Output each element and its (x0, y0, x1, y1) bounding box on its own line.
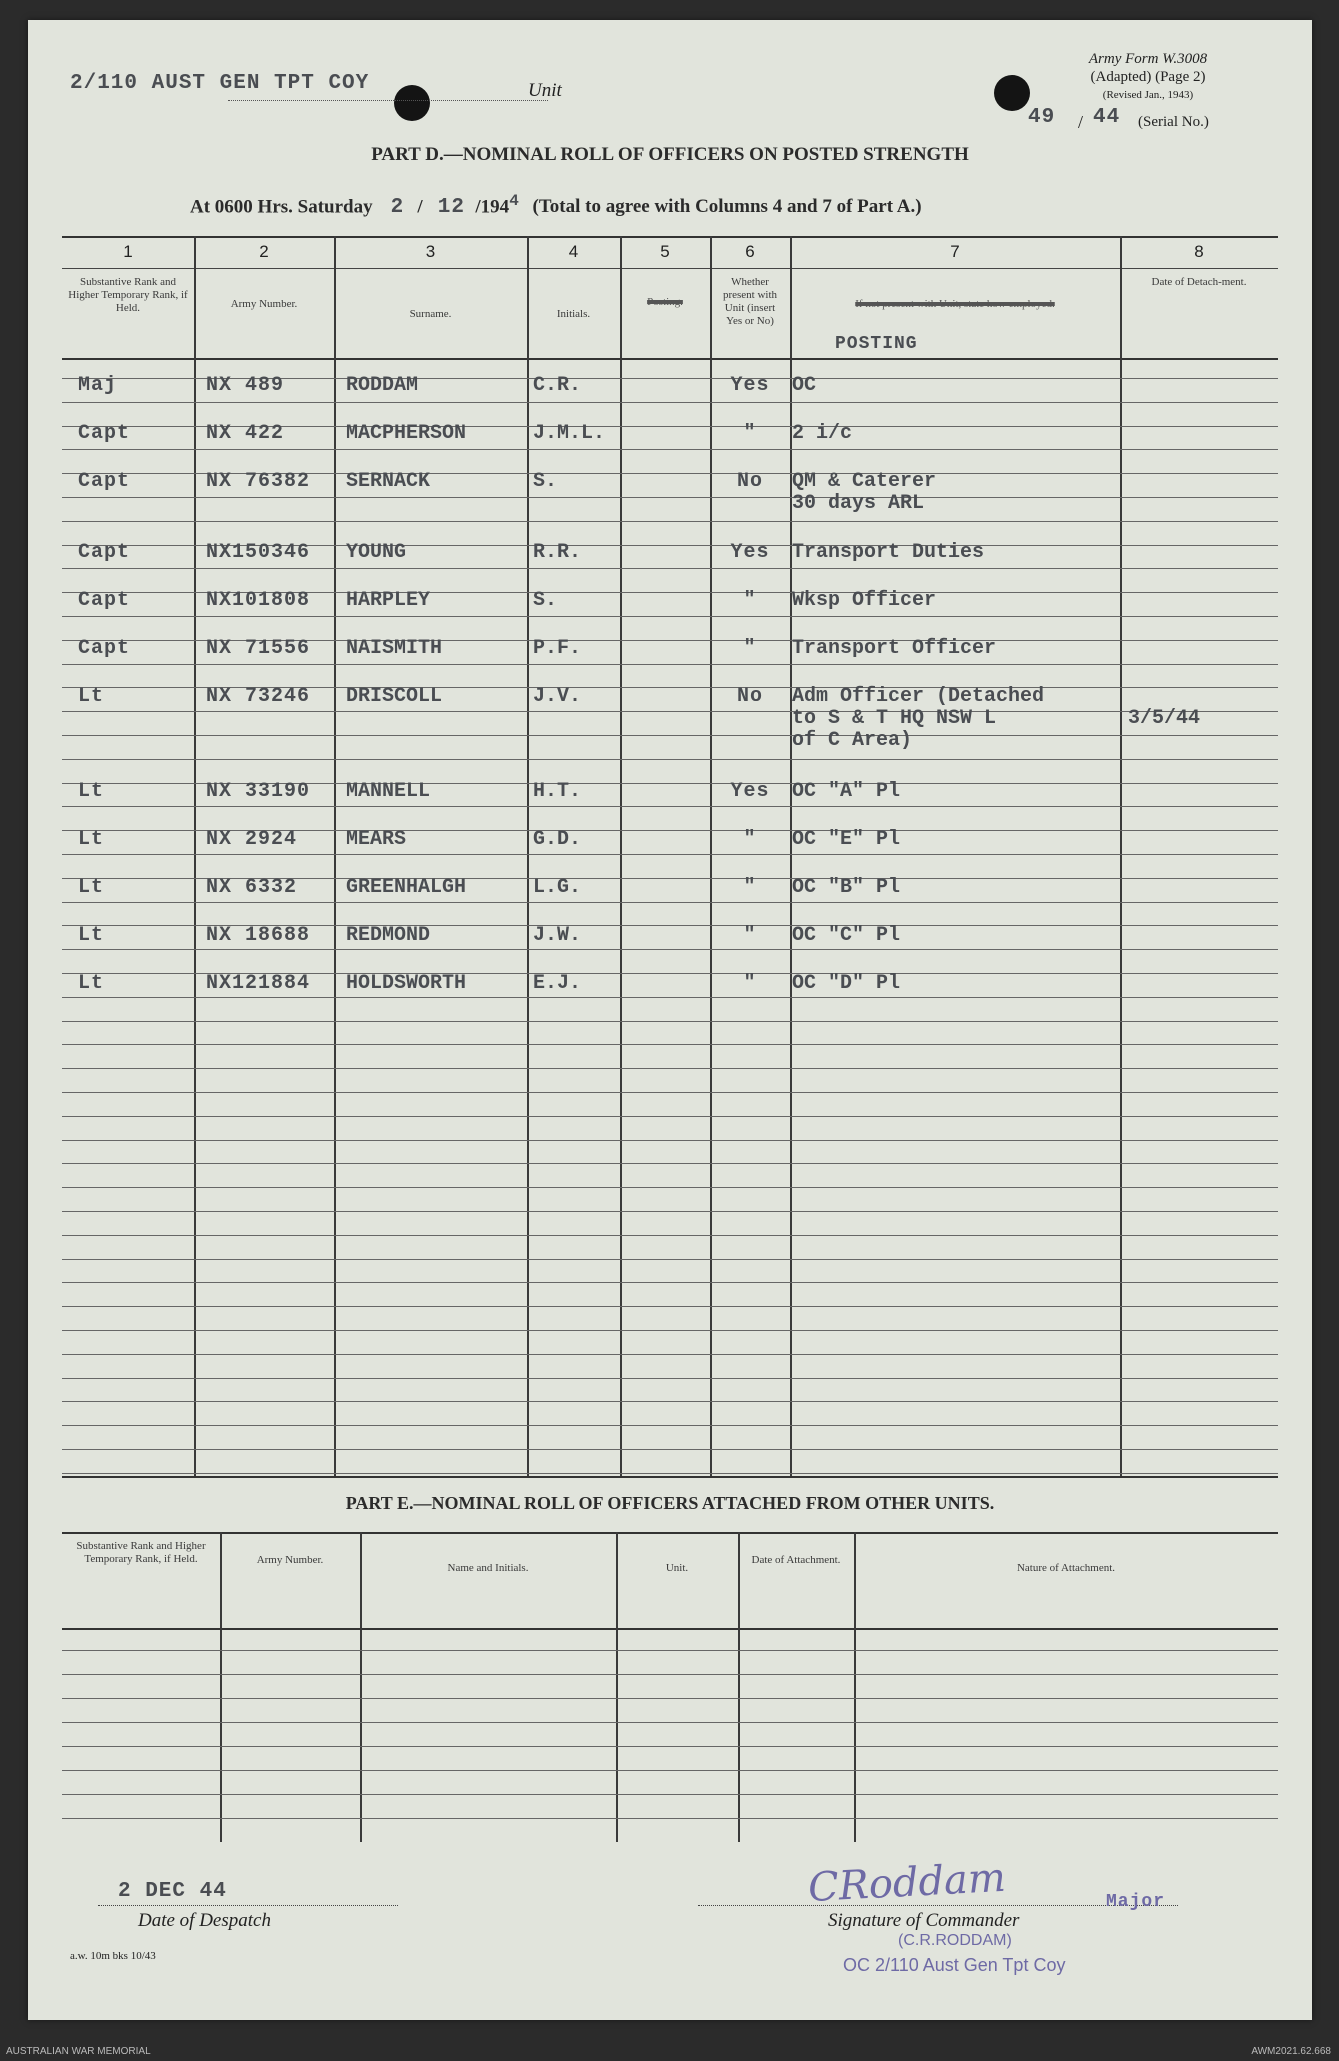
present-cell: Yes (730, 780, 770, 803)
stamp-name: (C.R.RODDAM) (898, 1932, 1012, 1949)
surname-cell: RODDAM (346, 374, 419, 397)
column-header: If not present with Unit, state how employed. (855, 298, 1055, 310)
rank-cell: Maj (78, 374, 118, 397)
initials-cell: L.G. (533, 876, 582, 899)
rank-cell: Lt (78, 780, 105, 803)
column-7-typed: POSTING (835, 334, 918, 354)
employment-line: Transport Officer (792, 637, 997, 660)
table-row (62, 780, 1278, 804)
employment-line: of C Area) (792, 729, 913, 752)
column-header: Nature of Attachment. (1016, 1562, 1116, 1574)
army-number-cell: NX 33190 (206, 780, 311, 803)
punch-hole (394, 85, 430, 121)
ruled-line (62, 1259, 1278, 1260)
army-number-cell: NX 18688 (206, 924, 311, 947)
column-number: 4 (568, 242, 579, 261)
employment-line: OC "C" Pl (792, 924, 901, 947)
column-header: Army Number. (256, 1554, 324, 1566)
initials-cell: J.V. (533, 685, 582, 708)
column-divider (738, 1532, 740, 1842)
present-cell: Yes (730, 541, 770, 564)
archive-credit: AUSTRALIAN WAR MEMORIAL (6, 2046, 151, 2057)
rank-cell: Capt (78, 422, 131, 445)
table-row (62, 589, 1278, 613)
part-e-table (62, 1532, 1278, 1842)
army-number-cell: NX 422 (206, 422, 285, 445)
rank-cell: Lt (78, 685, 105, 708)
present-cell: Yes (730, 374, 770, 397)
ruled-line (62, 1211, 1278, 1212)
employment-line: QM & Caterer (792, 470, 937, 493)
ruled-line (62, 1698, 1278, 1699)
unit-label: Unit (528, 80, 562, 101)
column-number: 5 (660, 242, 670, 261)
ruled-line (62, 1092, 1278, 1093)
table-row (62, 685, 1278, 757)
column-header: Date of Attachment. (751, 1554, 841, 1566)
ruled-line (62, 1306, 1278, 1307)
ruled-line (62, 521, 1278, 522)
column-header: Substantive Rank and Higher Temporary Rank, if Held. (76, 1540, 206, 1565)
table-row (62, 470, 1278, 518)
ruled-line (62, 1021, 1278, 1022)
ruled-line (62, 664, 1278, 665)
column-divider (854, 1532, 856, 1842)
rank-cell: Lt (78, 972, 105, 995)
surname-cell: HOLDSWORTH (346, 972, 467, 995)
present-cell: " (743, 876, 757, 899)
rank-cell: Lt (78, 876, 105, 899)
rank-cell: Capt (78, 637, 131, 660)
employment-line: OC "B" Pl (792, 876, 901, 899)
initials-cell: E.J. (533, 972, 582, 995)
initials-cell: S. (533, 470, 558, 493)
serial-label: (Serial No.) (1138, 114, 1209, 130)
ruled-line (62, 1330, 1278, 1331)
part-d-table (62, 236, 1278, 1478)
army-number-cell: NX 73246 (206, 685, 311, 708)
column-header: Whether present with Unit (insert Yes or No) (722, 276, 778, 327)
column-header: Initials. (556, 308, 591, 320)
column-header: Unit. (665, 1562, 689, 1574)
table-row (62, 637, 1278, 661)
table-row (62, 828, 1278, 852)
present-cell: No (736, 685, 763, 708)
ruled-line (62, 1235, 1278, 1236)
surname-cell: HARPLEY (346, 589, 431, 612)
initials-cell: H.T. (533, 780, 582, 803)
employment-line: 2 i/c (792, 422, 853, 445)
date-day: 2 (390, 196, 405, 220)
ruled-line (62, 1818, 1278, 1819)
table-row (62, 972, 1278, 996)
despatch-label: Date of Despatch (138, 1910, 271, 1931)
ruled-line (62, 1401, 1278, 1402)
ruled-line (62, 1116, 1278, 1117)
date-month: 12 (437, 196, 466, 220)
initials-cell: P.F. (533, 637, 582, 660)
army-number-cell: NX 2924 (206, 828, 298, 851)
surname-cell: MANNELL (346, 780, 431, 803)
employment-line: Adm Officer (Detached (792, 685, 1045, 708)
column-divider (220, 1532, 222, 1842)
ruled-line (62, 1068, 1278, 1069)
ruled-line (62, 854, 1278, 855)
signature-label: Signature of Commander (828, 1910, 1020, 1931)
column-divider (616, 1532, 618, 1842)
ruled-line (62, 1044, 1278, 1045)
present-cell: " (743, 924, 757, 947)
surname-cell: SERNACK (346, 470, 431, 493)
employment-line: to S & T HQ NSW L (792, 707, 997, 730)
ruled-line (62, 1650, 1278, 1651)
initials-cell: J.W. (533, 924, 582, 947)
column-header: Posting. (647, 296, 683, 308)
initials-cell: C.R. (533, 374, 582, 397)
column-number: 3 (425, 242, 436, 261)
archive-id: AWM2021.62.668 (1251, 2046, 1331, 2057)
signature-rank: Major (1106, 1892, 1166, 1912)
ruled-line (62, 402, 1278, 403)
column-number: 8 (1194, 242, 1204, 261)
table-row (62, 541, 1278, 565)
surname-cell: DRISCOLL (346, 685, 443, 708)
surname-cell: YOUNG (346, 541, 407, 564)
surname-cell: MEARS (346, 828, 407, 851)
column-header: Surname. (409, 308, 452, 320)
employment-line: OC "D" Pl (792, 972, 901, 995)
employment-line: OC (792, 374, 817, 397)
column-number: 2 (259, 242, 269, 261)
rank-cell: Capt (78, 589, 131, 612)
serial-year: 44 (1093, 106, 1121, 129)
army-number-cell: NX 6332 (206, 876, 298, 899)
ruled-line (62, 1722, 1278, 1723)
initials-cell: G.D. (533, 828, 582, 851)
column-header: Substantive Rank and Higher Temporary Rank, if Held. (68, 276, 188, 314)
ruled-line (62, 1354, 1278, 1355)
signature: CRoddam (806, 1854, 1007, 1912)
present-cell: " (743, 637, 757, 660)
rank-cell: Capt (78, 470, 131, 493)
present-cell: " (743, 422, 757, 445)
column-number: 1 (123, 242, 133, 261)
table-row (62, 876, 1278, 900)
ruled-line (62, 1449, 1278, 1450)
ruled-line (62, 449, 1278, 450)
ruled-line (62, 949, 1278, 950)
army-number-cell: NX121884 (206, 972, 311, 995)
present-cell: No (736, 470, 763, 493)
ruled-line (62, 806, 1278, 807)
present-cell: " (743, 589, 757, 612)
column-number: 7 (950, 242, 960, 261)
ruled-line (62, 1378, 1278, 1379)
unit-underline (228, 100, 548, 101)
ruled-line (62, 616, 1278, 617)
ruled-line (62, 1425, 1278, 1426)
ruled-line (62, 902, 1278, 903)
initials-cell: J.M.L. (533, 422, 606, 445)
unit-name: 2/110 AUST GEN TPT COY (70, 72, 370, 95)
ruled-line (62, 1473, 1278, 1474)
ruled-line (62, 1674, 1278, 1675)
serial-number: 49 (1028, 106, 1056, 129)
employment-line: OC "A" Pl (792, 780, 901, 803)
army-number-cell: NX150346 (206, 541, 311, 564)
ruled-line (62, 759, 1278, 760)
ruled-line (62, 1282, 1278, 1283)
surname-cell: NAISMITH (346, 637, 443, 660)
part-e-title: PART E.—NOMINAL ROLL OF OFFICERS ATTACHED FROM OTHER UNITS. (345, 1493, 995, 1513)
detachment-date-cell: 3/5/44 (1128, 707, 1201, 730)
table-row (62, 422, 1278, 446)
rank-cell: Lt (78, 924, 105, 947)
punch-hole (994, 75, 1030, 111)
rank-cell: Lt (78, 828, 105, 851)
employment-line: OC "E" Pl (792, 828, 901, 851)
column-header: Date of Detach-ment. (1151, 276, 1247, 288)
column-header: Name and Initials. (447, 1562, 529, 1574)
initials-cell: R.R. (533, 541, 582, 564)
column-number: 6 (745, 242, 755, 261)
column-header: Army Number. (230, 298, 298, 310)
employment-line: 30 days ARL (792, 492, 925, 515)
employment-line: Wksp Officer (792, 589, 937, 612)
army-number-cell: NX101808 (206, 589, 311, 612)
print-code: a.w. 10m bks 10/43 (70, 1950, 156, 1962)
date-line: At 0600 Hrs. Saturday 2 / 12 $/194^4$ (Total to agree with Columns 4 and 7 of Part A.) (190, 192, 922, 220)
initials-cell: S. (533, 589, 558, 612)
form-sheet: 2/110 AUST GEN TPT COY Unit Army Form W.3008 (Adapted) (Page 2) (Revised Jan., 1943) 49 / 44 (Serial No.) PART D.—NOMINAL ROLL OF OFFICERS ON POSTED STRENGTH At 0600 Hrs. Saturday 2 / 12 $/194^4$ (Total to agree with Columns 4 and 7 of Part A.) 1 2 3 4 5 6 7 8 Substantive Rank and Higher Temporary Rank, if Held. Army Number. Surname. Initials. Posting. Whether present with Unit (insert Yes or No) If not present with Unit, state how employed. Date of Detach-ment. POSTING Maj NX 489 RODDAM C.R. Yes OC Capt NX 422 MACPHERSON J.M.L. " 2 i/c Capt NX 76382 SERNACK S. No QM & Caterer 30 days ARL Capt NX150346 YOUNG R.R. Yes Transport Duties Capt NX101808 HARPLEY S. " Wksp Officer Capt NX 71556 NAISMITH P.F. " Transport Officer Lt NX 73246 DRISCOLL J.V. No Adm Officer (Detached to S & T HQ NSW L of C Area) 3/5/44 Lt NX 33190 MANNELL H.T. Yes OC "A" Pl Lt NX 2924 MEARS G.D. " OC "E" Pl Lt NX 6332 GREENHALGH L.G. " OC "B" Pl Lt NX 18688 REDMOND J.W. " OC "C" Pl Lt NX121884 HOLDSWORTH E.J. " OC "D" Pl PART E.—NOMINAL ROLL OF OFFICERS ATTACHED FROM OTHER UNITS. Substantive Rank and Higher Temporary Rank, if Held. Army Number. Name and Initials. Unit. Date of Attachment. Nature of Attachment. 2 DEC 44 Date of Despatch a.w. 10m bks 10/43 CRoddam Major Signature of Commander (C.R.RODDAM) OC 2/110 Aust Gen Tpt Coy (28, 20, 1312, 2020)
ruled-line (62, 1187, 1278, 1188)
surname-cell: GREENHALGH (346, 876, 467, 899)
table-row (62, 924, 1278, 948)
army-number-cell: NX 71556 (206, 637, 311, 660)
surname-cell: REDMOND (346, 924, 431, 947)
surname-cell: MACPHERSON (346, 422, 467, 445)
form-id: Army Form W.3008 (Adapted) (Page 2) (Revised Jan., 1943) (1088, 51, 1208, 101)
present-cell: " (743, 972, 757, 995)
column-divider (360, 1532, 362, 1842)
ruled-line (62, 568, 1278, 569)
despatch-underline (98, 1905, 398, 1906)
army-number-cell: NX 489 (206, 374, 285, 397)
ruled-line (62, 1746, 1278, 1747)
present-cell: " (743, 828, 757, 851)
ruled-line (62, 997, 1278, 998)
army-number-cell: NX 76382 (206, 470, 311, 493)
stamp-unit: OC 2/110 Aust Gen Tpt Coy (843, 1955, 1066, 1975)
despatch-date: 2 DEC 44 (118, 1880, 227, 1903)
employment-line: Transport Duties (792, 541, 985, 564)
rank-cell: Capt (78, 541, 131, 564)
ruled-line (62, 1163, 1278, 1164)
ruled-line (62, 1794, 1278, 1795)
part-d-title: PART D.—NOMINAL ROLL OF OFFICERS ON POSTED STRENGTH (371, 144, 969, 165)
ruled-line (62, 1770, 1278, 1771)
ruled-line (62, 1140, 1278, 1141)
table-row (62, 374, 1278, 398)
